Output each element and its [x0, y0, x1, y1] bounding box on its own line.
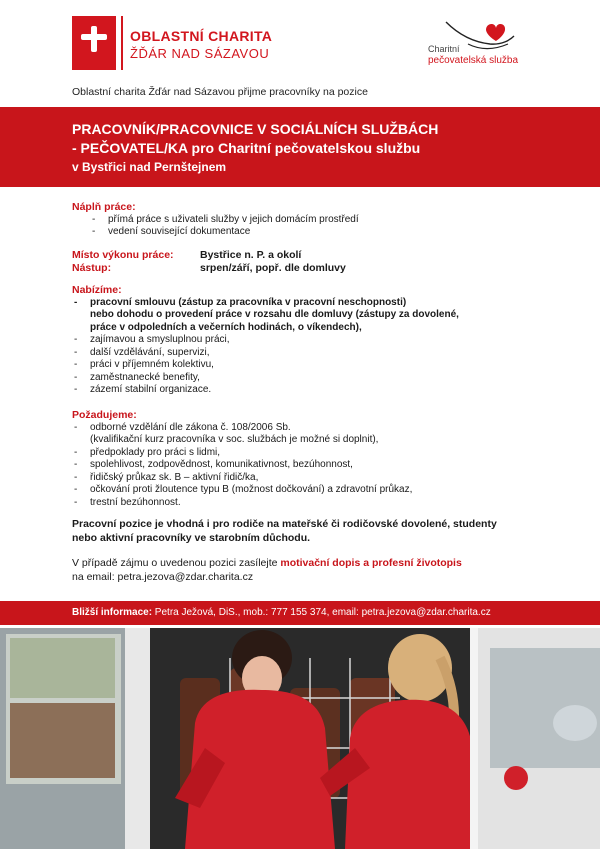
note-line2: nebo aktivní pracovníky ve starobním důchodu. — [72, 531, 311, 544]
contact-block — [72, 557, 462, 584]
list-item: - další vzdělávání, supervizi, — [72, 347, 459, 360]
education-line-cont: (kvalifikační kurz pracovníka v soc. službách je možné si doplnit), — [90, 434, 379, 445]
charita-logo — [72, 16, 116, 62]
header — [0, 0, 600, 80]
section-napln — [72, 201, 359, 239]
misto-value: Bystřice n. P. a okolí — [200, 249, 302, 261]
info-label: Bližší informace: — [72, 607, 153, 618]
logo-divider — [121, 16, 123, 70]
list-item — [72, 422, 412, 447]
list-item: - řidičský průkaz sk. B – aktivní řidič/ka, — [72, 472, 412, 485]
info-bar-text — [72, 607, 491, 618]
job-title-line1: PRACOVNÍK/PRACOVNICE V SOCIÁLNÍCH SLUŽBÁCH — [72, 121, 439, 137]
org-name-line1: OBLASTNÍ CHARITA — [130, 28, 273, 44]
list-item: - zaměstnanecké benefity, — [72, 372, 459, 385]
pozadujeme-list — [72, 422, 412, 510]
misto-row — [72, 249, 346, 262]
contract-line2: nebo dohodu o provedení práce v rozsahu dle domluvy (zástupy za dovolené, — [90, 309, 459, 320]
section-pozadujeme — [72, 409, 412, 509]
contact-email-line[interactable]: na email: petra.jezova@zdar.charita.cz — [72, 570, 254, 583]
list-item: - vedení související dokumentace — [72, 226, 359, 239]
org-name-line2: ŽĎÁR NAD SÁZAVOU — [130, 46, 270, 61]
pozadujeme-title: Požadujeme: — [72, 409, 137, 421]
napln-list — [72, 214, 359, 239]
misto-label: Místo výkonu práce: — [72, 249, 174, 261]
note-line1: Pracovní pozice je vhodná i pro rodiče na mateřské či rodičovské dovolené, studenty — [72, 518, 497, 530]
info-contact[interactable]: Petra Ježová, DiS., mob.: 777 155 374, email: petra.jezova@zdar.charita.cz — [152, 607, 491, 618]
napln-title: Náplň práce: — [72, 201, 136, 213]
list-item: - očkování proti žloutence typu B (možnost dočkování) a zdravotní průkaz, — [72, 484, 412, 497]
contact-line1 — [72, 557, 462, 571]
list-item: - práci v příjemném kolektivu, — [72, 359, 459, 372]
list-item: - zajímavou a smysluplnou práci, — [72, 334, 459, 347]
charita-logo-caption — [72, 62, 116, 70]
list-item: - předpoklady pro práci s lidmi, — [72, 447, 412, 460]
list-item: - trestní bezúhonnost. — [72, 497, 412, 510]
job-title-line2: - PEČOVATEL/KA pro Charitní pečovatelskou službu — [72, 140, 421, 156]
nastup-label: Nástup: — [72, 262, 112, 274]
nabizime-list — [72, 297, 459, 397]
education-line: odborné vzdělání dle zákona č. 108/2006 Sb. — [90, 421, 291, 433]
list-item — [72, 297, 459, 335]
caregivers-photo — [0, 628, 600, 849]
heart-icon — [486, 24, 505, 41]
section-info — [72, 249, 346, 275]
list-item: - přímá práce s uživateli služby v jejich domácím prostředí — [72, 214, 359, 227]
contract-line3: práce v odpoledních a večerních hodinách, o víkendech), — [90, 321, 362, 333]
list-item: - spolehlivost, zodpovědnost, komunikativnost, bezúhonnost, — [72, 459, 412, 472]
suitability-note — [72, 518, 497, 545]
service-name-line2: pečovatelská služba — [428, 55, 519, 66]
contract-line1: pracovní smlouvu (zástup za pracovníka v pracovní neschopnosti) — [90, 296, 407, 308]
section-nabizime — [72, 284, 459, 397]
nastup-row — [72, 262, 346, 275]
intro-text: Oblastní charita Žďár nad Sázavou přijme pracovníky na pozice — [72, 86, 368, 98]
service-name-line1: Charitní — [428, 44, 460, 54]
list-item: - zázemí stabilní organizace. — [72, 384, 459, 397]
contact-highlight: motivační dopis a profesní životopis — [280, 557, 462, 569]
cross-icon — [81, 26, 107, 52]
nabizime-title: Nabízíme: — [72, 284, 122, 296]
job-location-title: v Bystřici nad Pernštejnem — [72, 160, 227, 174]
contact-pre: V případě zájmu o uvedenou pozici zasílejte — [72, 557, 281, 569]
nastup-value: srpen/září, popř. dle domluvy — [200, 262, 346, 274]
